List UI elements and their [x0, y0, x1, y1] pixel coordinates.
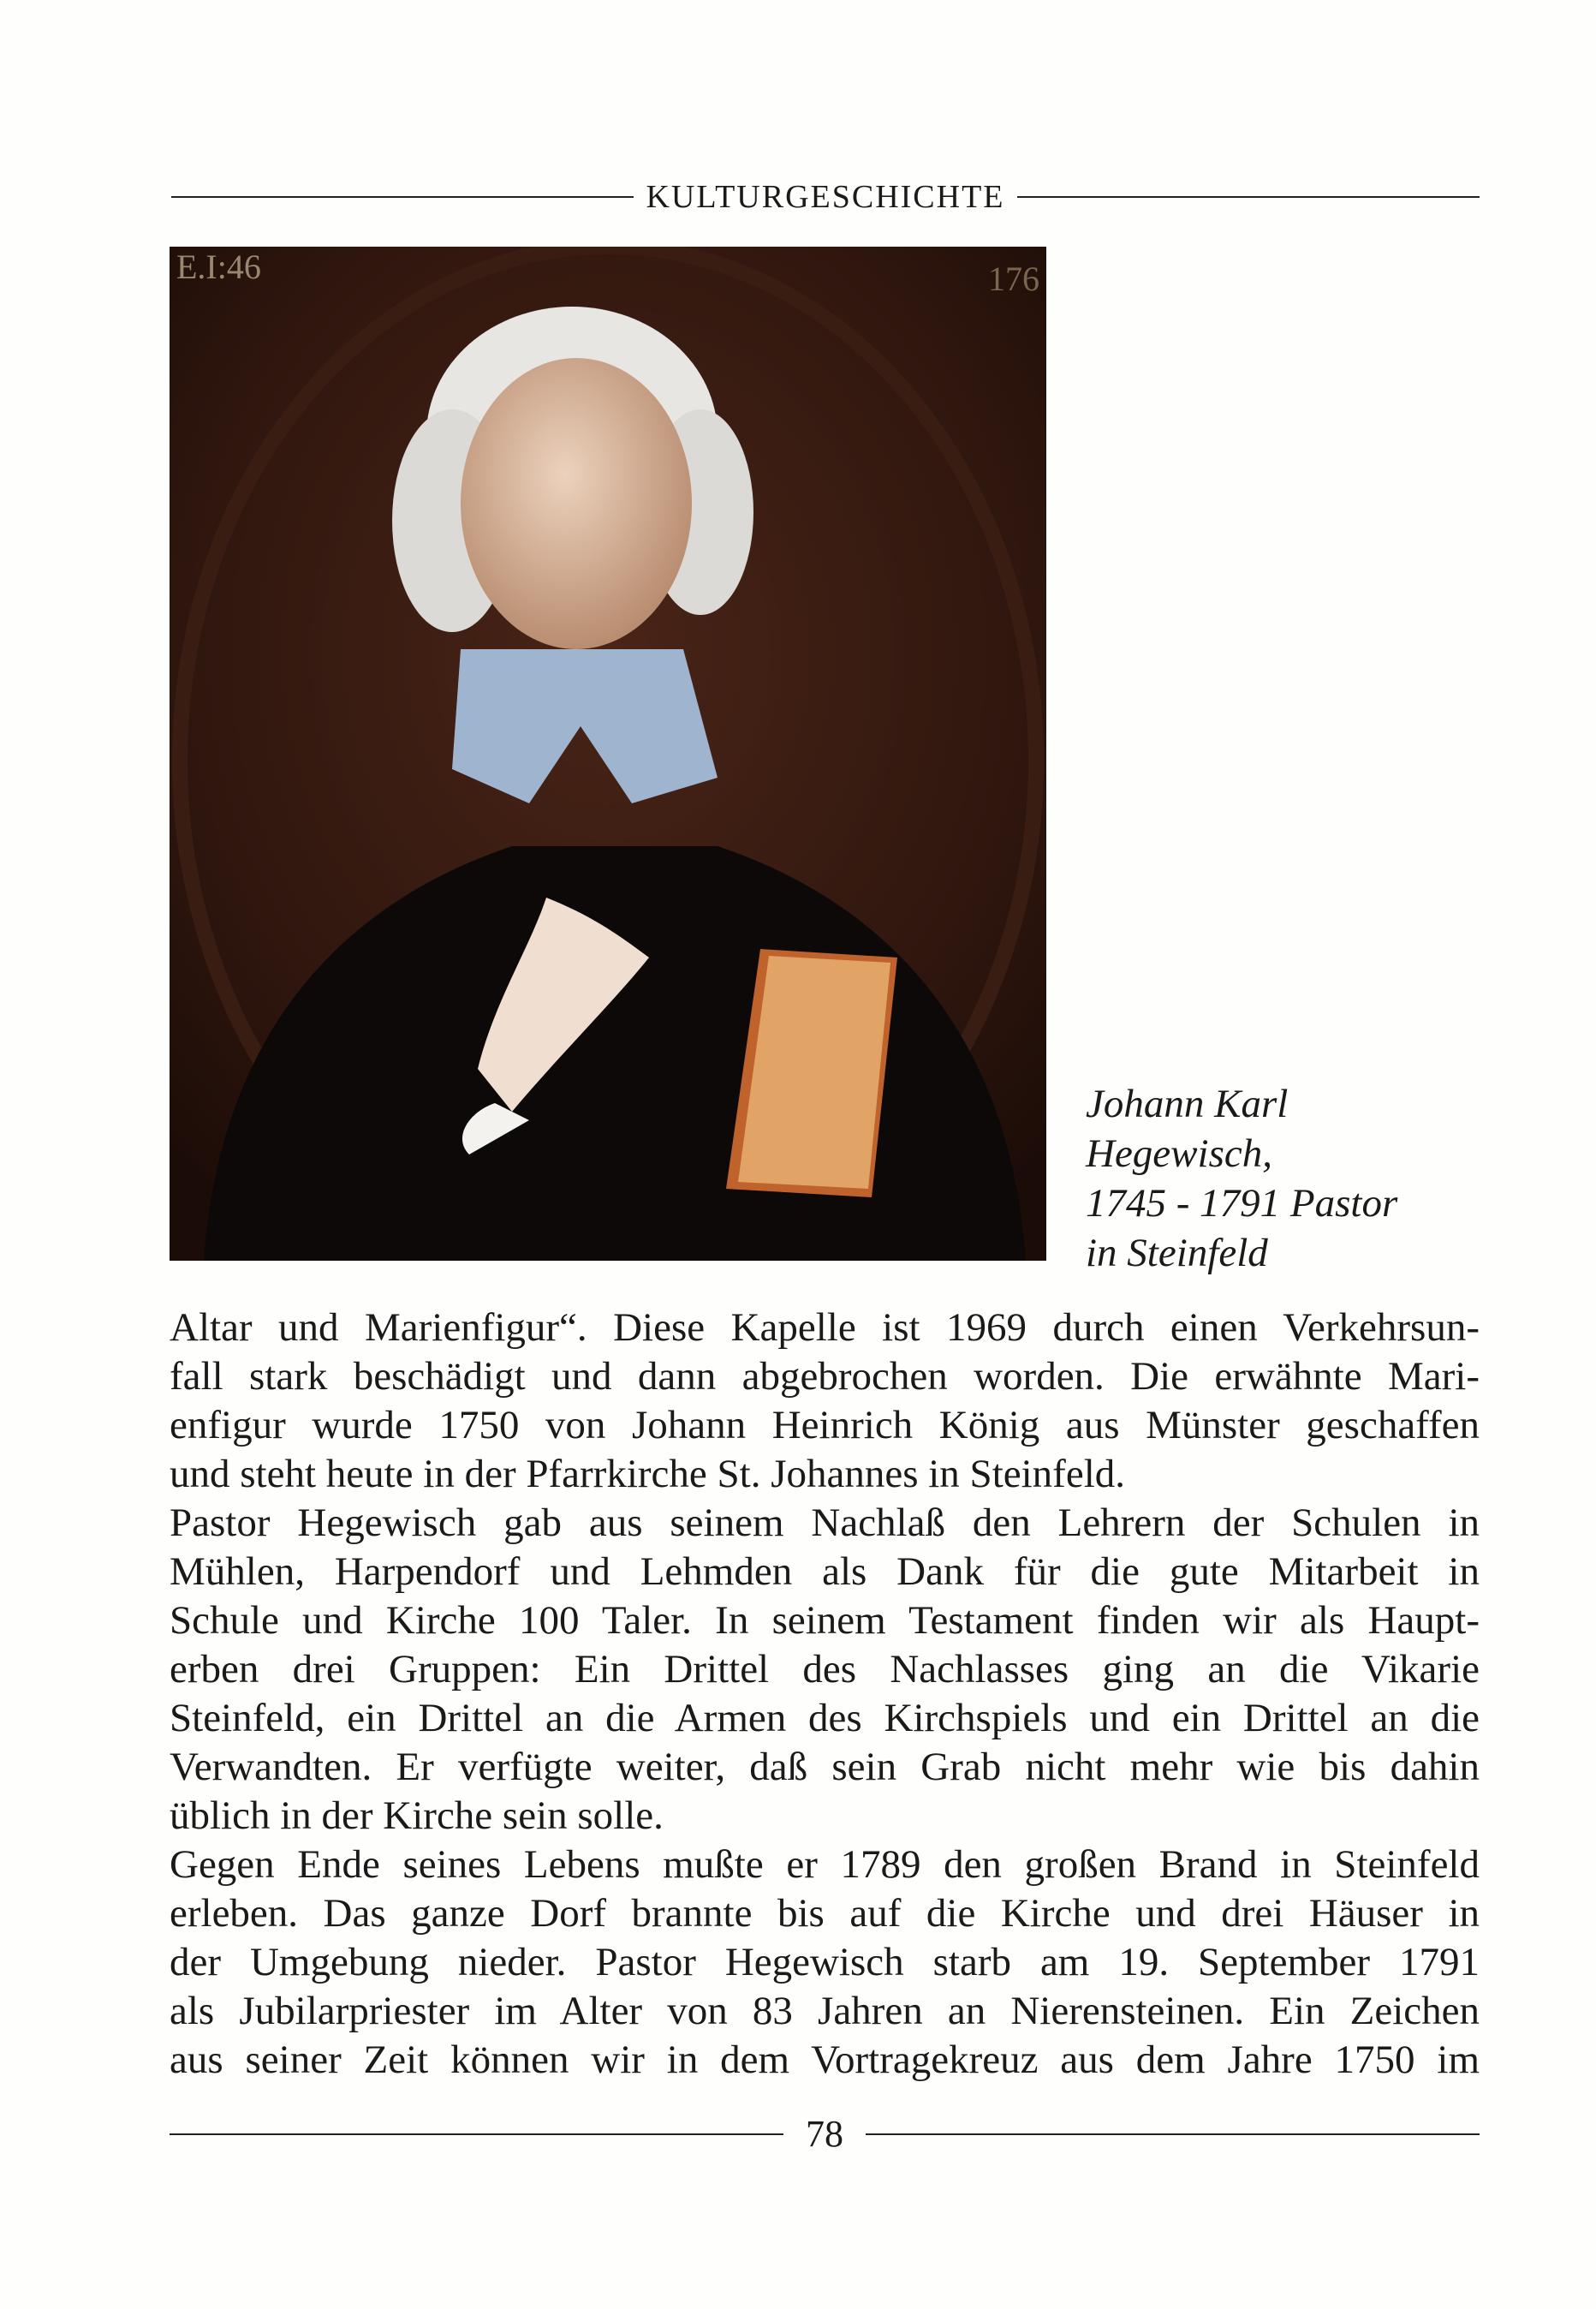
text-line: der Umgebung nieder. Pastor Hegewisch starb am 19. September 1791: [170, 1940, 1480, 1984]
portrait-inscription-right: 176: [988, 260, 1039, 298]
caption-line: Hegewisch,: [1086, 1131, 1272, 1176]
portrait-caption: [1086, 1079, 1462, 1278]
footer-rule-right: [866, 2133, 1480, 2135]
text-line: üblich in der Kirche sein solle.: [170, 1793, 664, 1838]
text-line: Altar und Marienfigur“. Diese Kapelle ist 1969 durch einen Verkehrsun-: [170, 1305, 1480, 1350]
header-rule-left: [171, 196, 634, 198]
text-line: aus seiner Zeit können wir in dem Vortragekreuz aus dem Jahre 1750 im: [170, 2038, 1480, 2082]
portrait-illustration: [170, 247, 1046, 1261]
text-line: Mühlen, Harpendorf und Lehmden als Dank für die gute Mitarbeit in: [170, 1549, 1480, 1594]
footer-rule-left: [170, 2133, 783, 2135]
text-line: und steht heute in der Pfarrkirche St. Johannes in Steinfeld.: [170, 1452, 1125, 1496]
text-line: Steinfeld, ein Drittel an die Armen des Kirchspiels und ein Drittel an die: [170, 1696, 1480, 1740]
text-line: enfigur wurde 1750 von Johann Heinrich König aus Münster geschaffen: [170, 1403, 1480, 1447]
text-line: Pastor Hegewisch gab aus seinem Nachlaß den Lehrern der Schulen in: [170, 1501, 1480, 1545]
portrait-painting: [170, 247, 1046, 1261]
body-text: [170, 1304, 1480, 2085]
text-line: Verwandten. Er verfügte weiter, daß sein Grab nicht mehr wie bis dahin: [170, 1745, 1480, 1789]
text-line: Gegen Ende seines Lebens mußte er 1789 den großen Brand in Steinfeld: [170, 1842, 1480, 1887]
text-line: erben drei Gruppen: Ein Drittel des Nachlasses ging an die Vikarie: [170, 1647, 1480, 1691]
text-line: Schule und Kirche 100 Taler. In seinem Testament finden wir als Haupt-: [170, 1598, 1480, 1643]
page-footer: [170, 2112, 1480, 2156]
page-number: 78: [806, 2113, 843, 2155]
caption-line: 1745 - 1791 Pastor: [1086, 1181, 1398, 1226]
section-title: KULTURGESCHICHTE: [646, 179, 1005, 215]
caption-line: Johann Karl: [1086, 1082, 1289, 1126]
caption-line: in Steinfeld: [1086, 1231, 1268, 1275]
text-line: fall stark beschädigt und dann abgebrochen worden. Die erwähnte Mari-: [170, 1354, 1480, 1399]
text-line: erleben. Das ganze Dorf brannte bis auf die Kirche und drei Häuser in: [170, 1891, 1480, 1936]
portrait-inscription-left: E.I:46: [176, 248, 261, 286]
text-line: als Jubilarpriester im Alter von 83 Jahren an Nierensteinen. Ein Zeichen: [170, 1989, 1480, 2033]
running-header: [171, 178, 1480, 216]
header-rule-right: [1017, 196, 1480, 198]
